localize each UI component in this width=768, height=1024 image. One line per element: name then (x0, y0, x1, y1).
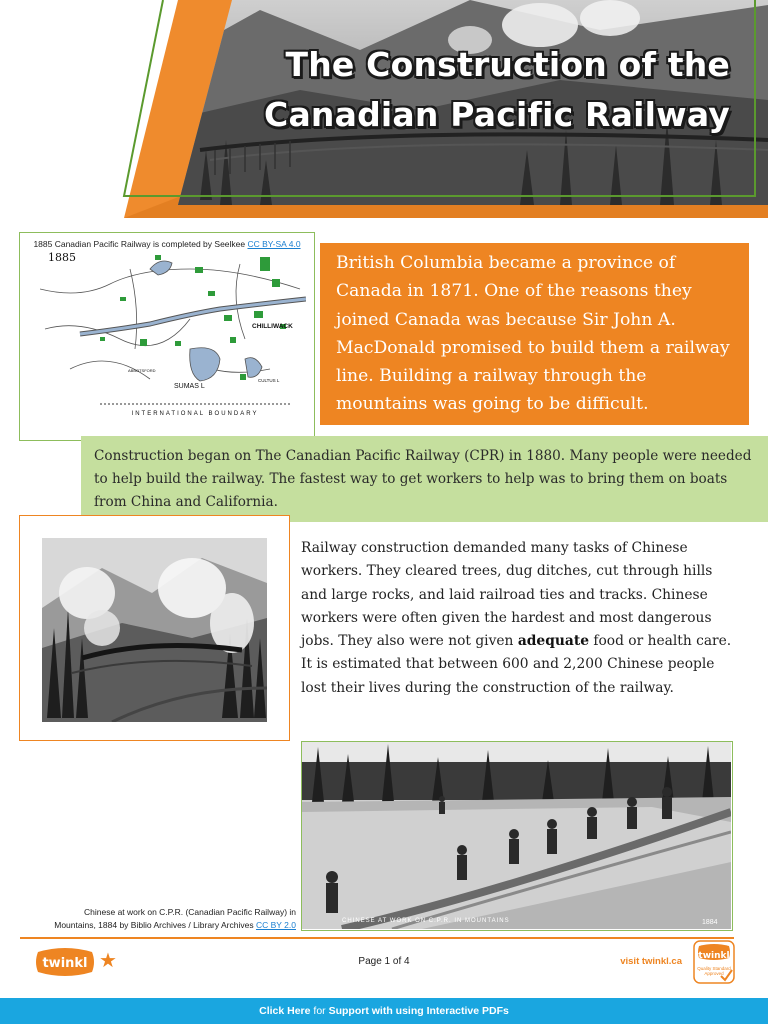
workers-caption-line-2 (30, 919, 296, 932)
body-paragraph (301, 537, 741, 700)
map-year-label: 1885 (48, 251, 76, 264)
header-banner (0, 0, 768, 218)
workers-license-link[interactable]: CC BY 2.0 (255, 919, 296, 930)
page-title (210, 40, 730, 140)
support-link-text[interactable]: Support with using Interactive PDFs (328, 1005, 509, 1017)
workers-photo-year: 1884 (702, 919, 718, 926)
workers-photo-inscription: CHINESE AT WORK ON C.P.R. IN MOUNTAINS (342, 918, 510, 924)
body-text-before: Railway construction demanded many tasks of Chinese workers. They cleared trees, dug ditches, cut through hills and large rocks, and laid railroad ties and tracks. Chinese workers were often given the hardest and most dangerous jobs. They also were not given (301, 540, 713, 650)
map-label-boundary: INTERNATIONAL BOUNDARY (131, 411, 259, 417)
steam-photo-frame (19, 515, 290, 741)
map-caption (20, 239, 314, 249)
map-label-cultus: CULTUS L (258, 378, 280, 383)
intro-paragraph: British Columbia became a province of Canada in 1871. One of the reasons they joined Canada was because Sir John A. MacDonald promised to build them a railway line. Building a railway through the mountains was going to be difficult. (336, 253, 730, 415)
steam-train-photo (42, 538, 267, 722)
workers-photo (302, 742, 731, 929)
visit-link[interactable]: visit twinkl.ca (620, 956, 682, 967)
construction-paragraph: Construction began on The Canadian Pacific Railway (CPR) in 1880. Many people were needed to help build the railway. The fastest way to get workers to help was to bring them on boats from China and California. (94, 448, 752, 510)
badge-line-1: Quality Standard (697, 966, 731, 971)
badge-logo-text: twinkl (698, 951, 730, 961)
workers-photo-frame (301, 741, 733, 931)
support-bar[interactable] (0, 998, 768, 1024)
body-bold-word: adequate (517, 633, 589, 650)
star-icon[interactable]: ★ (99, 948, 117, 972)
workers-caption-line-1: Chinese at work on C.P.R. (Canadian Pacific Railway) in (84, 907, 296, 917)
map-label-abbotsford: ABBOTSFORD (128, 368, 156, 373)
body-text-after: food or health care. It is estimated that between 600 and 2,200 Chinese people lost their lives during the construction of the railway. (301, 633, 732, 696)
quality-badge-icon (693, 940, 735, 984)
construction-paragraph-box (81, 436, 768, 522)
workers-caption-text: Mountains, 1884 by Biblio Archives / Library Archives (54, 919, 256, 930)
support-for: for (310, 1005, 329, 1017)
map-label-chilliwack: CHILLIWACK (252, 323, 293, 330)
map-label-sumas: SUMAS L (174, 383, 205, 390)
map-caption-text: 1885 Canadian Pacific Railway is completed by Seelkee (33, 239, 248, 249)
title-line-1: The Construction of the (285, 45, 730, 84)
badge-line-2: Approved (704, 971, 724, 976)
page-number: Page 1 of 4 (358, 956, 410, 967)
support-click-here[interactable]: Click Here (259, 1005, 311, 1017)
intro-paragraph-box (320, 243, 749, 425)
logo-text: twinkl (42, 956, 88, 971)
footer-divider (20, 937, 734, 939)
map-license-link[interactable]: CC BY-SA 4.0 (247, 239, 301, 249)
workers-caption (30, 906, 296, 931)
title-line-2: Canadian Pacific Railway (264, 95, 730, 134)
map-figure (19, 232, 315, 441)
map-image (40, 249, 306, 424)
